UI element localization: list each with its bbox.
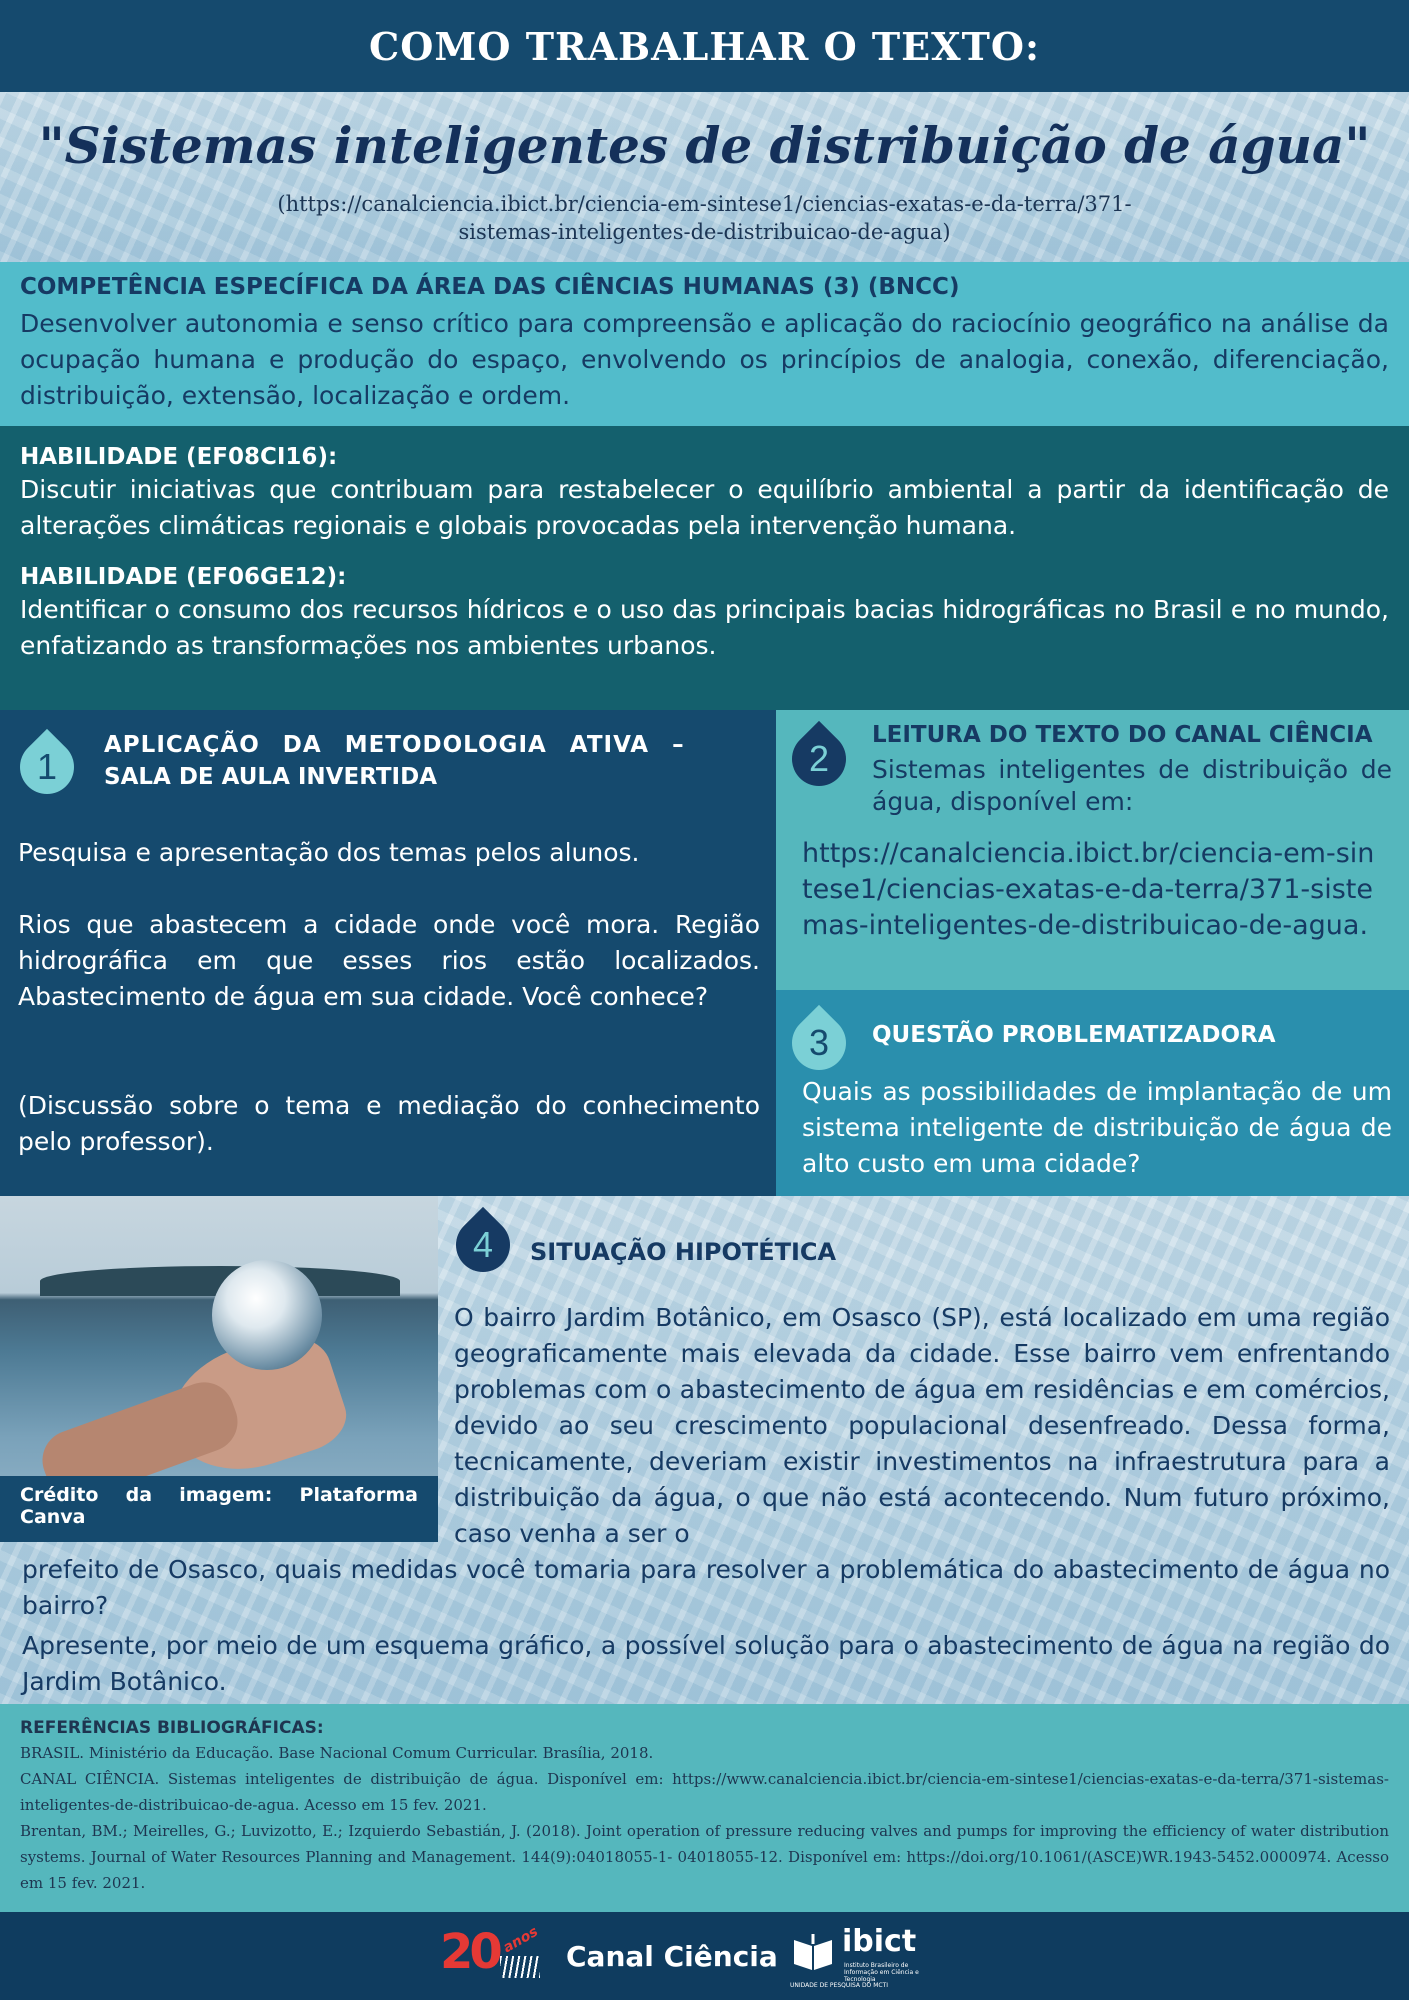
step4-text3: Apresente, por meio de um esquema gráfico, a possível solução para o abastecimento de água na região do Jardim Botânico. xyxy=(22,1631,1390,1696)
footer xyxy=(0,1912,1409,2000)
habilidade-1-heading: HABILIDADE (EF08CI16): xyxy=(20,444,338,470)
step1-title-line1: APLICAÇÃO DA METODOLOGIA ATIVA – xyxy=(104,732,685,758)
references-heading: REFERÊNCIAS BIBLIOGRÁFICAS: xyxy=(20,1718,324,1738)
step4-text1: O bairro Jardim Botânico, em Osasco (SP), está localizado em uma região geograficamente mais elevada da cidade. Esse bairro vem enfrentando problemas com o abastecimento de água em residências e em comércios, devido ao seu crescimento populacional desenfreado. Dessa forma, tecnicamente, deveriam existir investimentos na infraestrutura para a distribuição da água, o que não está acontecendo. Num futuro próximo, caso venha a ser o xyxy=(454,1303,1390,1548)
step3-title: QUESTÃO PROBLEMATIZADORA xyxy=(872,1022,1276,1048)
step1-drop-icon xyxy=(9,729,85,805)
anniversary-logo xyxy=(440,1923,558,1986)
step1-p3: (Discussão sobre o tema e mediação do conhecimento pelo professor). xyxy=(18,1091,760,1156)
step3-panel xyxy=(776,990,1409,1196)
step1-p2: Rios que abastecem a cidade onde você mora. Região hidrográfica em que esses rios estão localizados. Abastecimento de água em sua cidade. Você conhece? xyxy=(18,910,760,1011)
step2-title: LEITURA DO TEXTO DO CANAL CIÊNCIA xyxy=(872,722,1373,748)
sunburst-lines xyxy=(500,1956,540,1978)
image-credit-box xyxy=(0,1476,438,1542)
ibict-sub: Instituto Brasileiro de Informação em Ciência e Tecnologia xyxy=(844,1962,919,1983)
competencia-heading: COMPETÊNCIA ESPECÍFICA DA ÁREA DAS CIÊNCIAS HUMANAS (3) (BNCC) xyxy=(20,274,960,300)
step2-drop-icon xyxy=(781,721,857,797)
step4-area xyxy=(0,1196,1409,1704)
habilidade-2-text: Identificar o consumo dos recursos hídricos e o uso das principais bacias hidrográficas no Brasil e no mundo, enfatizando as transformações nos ambientes urbanos. xyxy=(20,595,1389,660)
step3-text: Quais as possibilidades de implantação de um sistema inteligente de distribuição de água de alto custo em uma cidade? xyxy=(802,1077,1392,1178)
ibict-unit: UNIDADE DE PESQUISA DO MCTI xyxy=(790,1982,888,1989)
habilidades-section xyxy=(0,426,1409,710)
step1-title-line2: SALA DE AULA INVERTIDA xyxy=(104,764,438,790)
step3-drop-icon xyxy=(781,1005,857,1081)
main-title: "Sistemas inteligentes de distribuição de água" xyxy=(38,116,1371,175)
header-bar xyxy=(0,0,1409,92)
source-url-line2[interactable]: sistemas-inteligentes-de-distribuicao-de-agua) xyxy=(458,220,951,244)
step1-panel xyxy=(0,710,776,1196)
reference-1: BRASIL. Ministério da Educação. Base Nacional Comum Curricular. Brasília, 2018. xyxy=(20,1744,654,1762)
ibict-logo xyxy=(790,1924,940,1990)
source-url-line1[interactable]: (https://canalciencia.ibict.br/ciencia-em-sintese1/ciencias-exatas-e-da-terra/371- xyxy=(277,192,1132,216)
step2-number: 2 xyxy=(808,738,830,779)
title-area xyxy=(0,92,1409,262)
competencia-text: Desenvolver autonomia e senso crítico para compreensão e aplicação do raciocínio geográfico na análise da ocupação humana e produção do espaço, envolvendo os princípios de analogia, conexão, diferenciação, distribuição, extensão, localização e ordem. xyxy=(20,309,1389,410)
reference-3: Brentan, BM.; Meirelles, G.; Luvizotto, E.; Izquierdo Sebastián, J. (2018). Joint operation of pressure reducing valves and pumps for improving the efficiency of water distribution systems. Journal of Water Resources Planning and Management. 144(9):04018055-1- 04018055-12. Disponível em: https://doi.org/10.1061/(ASCE)WR.1943-5452.0000974. Acesso em 15 fev. 2021. xyxy=(20,1822,1389,1892)
reference-2: CANAL CIÊNCIA. Sistemas inteligentes de distribuição de água. Disponível em: https://www.canalciencia.ibict.br/ciencia-em-sintese1/ciencias-exatas-e-da-terra/371-sistemas-inteligentes-de-distribuicao-de-agua. Acesso em 15 fev. 2021. xyxy=(20,1770,1389,1814)
habilidade-1-text: Discutir iniciativas que contribuam para restabelecer o equilíbrio ambiental a partir da identificação de alterações climáticas regionais e globais provocadas pela intervenção humana. xyxy=(20,475,1389,540)
step2-subtitle: Sistemas inteligentes de distribuição de água, disponível em: xyxy=(872,755,1392,816)
ibict-book-icon xyxy=(790,1930,836,1976)
crystal-ball xyxy=(212,1260,322,1370)
step3-number: 3 xyxy=(808,1022,830,1063)
canal-ciencia-logo-text: Canal Ciência xyxy=(566,1940,778,1973)
step2-panel xyxy=(776,710,1409,990)
step1-number: 1 xyxy=(36,746,58,787)
image-credit: Crédito da imagem: Plataforma Canva xyxy=(20,1484,418,1528)
habilidade-2-heading: HABILIDADE (EF06GE12): xyxy=(20,564,347,590)
anniversary-sub: anos xyxy=(500,1923,541,1957)
step1-p1: Pesquisa e apresentação dos temas pelos alunos. xyxy=(18,838,640,867)
step4-drop-icon xyxy=(445,1207,521,1283)
step4-number: 4 xyxy=(472,1224,494,1265)
step4-text2: prefeito de Osasco, quais medidas você tomaria para resolver a problemática do abastecimento de água no bairro? xyxy=(22,1555,1390,1620)
competencia-section xyxy=(0,262,1409,426)
step2-link[interactable]: https://canalciencia.ibict.br/ciencia-em-sintese1/ciencias-exatas-e-da-terra/371-sistemas-inteligentes-de-distribuicao-de-agua. xyxy=(802,838,1375,941)
ibict-label: ibict xyxy=(842,1924,917,1959)
references-section xyxy=(0,1704,1409,1912)
top-title: COMO TRABALHAR O TEXTO: xyxy=(368,23,1041,69)
step4-title: SITUAÇÃO HIPOTÉTICA xyxy=(530,1238,837,1266)
anniversary-number: 20 xyxy=(440,1924,499,1980)
